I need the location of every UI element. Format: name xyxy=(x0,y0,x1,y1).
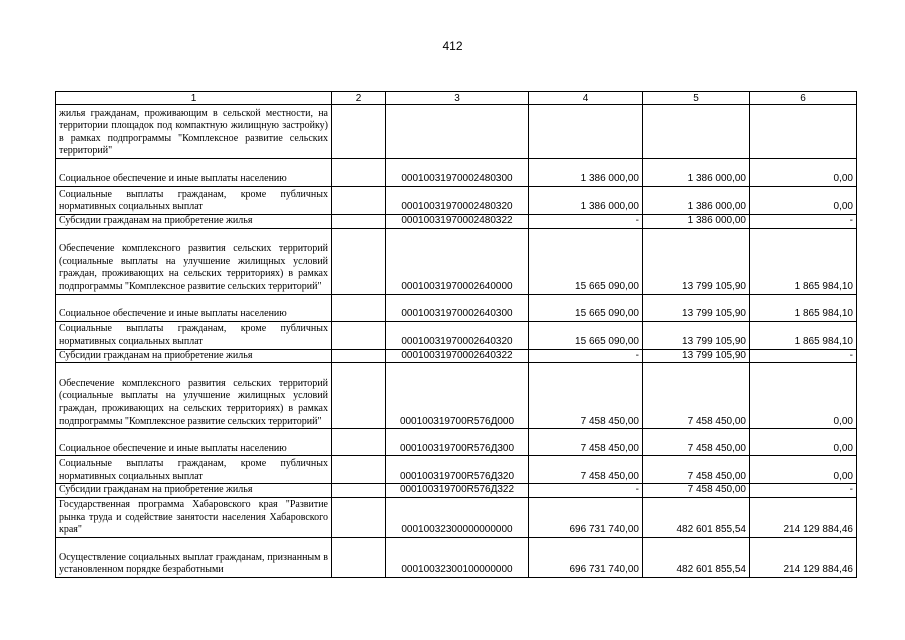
header-col-2: 2 xyxy=(332,92,386,105)
row-code: 00010032300000000000 xyxy=(386,497,529,537)
row-value-col5 xyxy=(643,105,750,159)
row-value-col4: 15 665 090,00 xyxy=(529,228,643,294)
row-code: 000100319700R576Д322 xyxy=(386,484,529,498)
row-name: Государственная программа Хабаровского края "Развитие рынка труда и содействие занятости населения Хабаровского края" xyxy=(56,497,332,537)
row-value-col6 xyxy=(750,105,857,159)
row-code: 000100319700R576Д320 xyxy=(386,456,529,484)
page-number: 412 xyxy=(442,39,463,53)
row-value-col4: - xyxy=(529,484,643,498)
row-name: Обеспечение комплексного развития сельских территорий (социальные выплаты на улучшение жилищных условий граждан, проживающих на сельских территориях) в рамках подпрограммы "Комплексное развитие сельских территорий" xyxy=(56,363,332,429)
row-value-col4: - xyxy=(529,215,643,229)
row-value-col4 xyxy=(529,105,643,159)
row-code: 00010031970002480300 xyxy=(386,159,529,187)
budget-table xyxy=(55,91,857,578)
row-code: 00010032300100000000 xyxy=(386,537,529,577)
row-name: Осуществление социальных выплат гражданам, признанным в установленном порядке безработными xyxy=(56,537,332,577)
row-code: 00010031970002640000 xyxy=(386,228,529,294)
row-value-col5: 7 458 450,00 xyxy=(643,363,750,429)
row-value-col5: 7 458 450,00 xyxy=(643,484,750,498)
row-col2 xyxy=(332,294,386,321)
table-row xyxy=(56,215,857,229)
table-row xyxy=(56,105,857,159)
row-value-col4: 7 458 450,00 xyxy=(529,363,643,429)
row-value-col5: 1 386 000,00 xyxy=(643,215,750,229)
row-value-col6: 0,00 xyxy=(750,159,857,187)
row-col2 xyxy=(332,537,386,577)
row-code: 00010031970002640322 xyxy=(386,349,529,363)
row-value-col5: 482 601 855,54 xyxy=(643,537,750,577)
row-value-col6: 1 865 984,10 xyxy=(750,321,857,349)
table-row xyxy=(56,228,857,294)
row-name: Субсидии гражданам на приобретение жилья xyxy=(56,484,332,498)
header-col-6: 6 xyxy=(750,92,857,105)
row-col2 xyxy=(332,484,386,498)
row-code: 000100319700R576Д300 xyxy=(386,429,529,456)
row-name: Социальное обеспечение и иные выплаты населению xyxy=(56,159,332,187)
row-name: Социальные выплаты гражданам, кроме публичных нормативных социальных выплат xyxy=(56,187,332,215)
row-value-col5: 13 799 105,90 xyxy=(643,228,750,294)
table-row xyxy=(56,456,857,484)
row-col2 xyxy=(332,363,386,429)
table-row xyxy=(56,429,857,456)
row-value-col6: 0,00 xyxy=(750,456,857,484)
row-value-col6: 1 865 984,10 xyxy=(750,294,857,321)
row-code: 000100319700R576Д000 xyxy=(386,363,529,429)
row-col2 xyxy=(332,349,386,363)
table-row xyxy=(56,187,857,215)
table-row xyxy=(56,159,857,187)
row-value-col4: 7 458 450,00 xyxy=(529,456,643,484)
row-value-col5: 1 386 000,00 xyxy=(643,159,750,187)
row-value-col5: 7 458 450,00 xyxy=(643,456,750,484)
row-code: 00010031970002640320 xyxy=(386,321,529,349)
row-name: Субсидии гражданам на приобретение жилья xyxy=(56,215,332,229)
row-col2 xyxy=(332,321,386,349)
row-value-col6: 0,00 xyxy=(750,363,857,429)
table-row xyxy=(56,321,857,349)
row-value-col6: 214 129 884,46 xyxy=(750,497,857,537)
row-name: Социальное обеспечение и иные выплаты населению xyxy=(56,429,332,456)
row-code: 00010031970002640300 xyxy=(386,294,529,321)
row-value-col4: 1 386 000,00 xyxy=(529,159,643,187)
row-value-col4: 696 731 740,00 xyxy=(529,497,643,537)
row-value-col6: - xyxy=(750,215,857,229)
row-name: Социальные выплаты гражданам, кроме публичных нормативных социальных выплат xyxy=(56,456,332,484)
table-row xyxy=(56,363,857,429)
row-value-col4: 15 665 090,00 xyxy=(529,321,643,349)
row-value-col4: 15 665 090,00 xyxy=(529,294,643,321)
row-col2 xyxy=(332,215,386,229)
row-value-col6: 1 865 984,10 xyxy=(750,228,857,294)
header-col-3: 3 xyxy=(386,92,529,105)
row-name: жилья гражданам, проживающим в сельской местности, на территории площадок под компактную жилищную застройку) в рамках подпрограммы "Комплексное развитие сельских территорий" xyxy=(56,105,332,159)
table-row xyxy=(56,484,857,498)
row-value-col5: 13 799 105,90 xyxy=(643,321,750,349)
header-col-1: 1 xyxy=(56,92,332,105)
row-value-col5: 13 799 105,90 xyxy=(643,349,750,363)
table-row xyxy=(56,294,857,321)
row-value-col5: 482 601 855,54 xyxy=(643,497,750,537)
row-code: 00010031970002480322 xyxy=(386,215,529,229)
row-value-col4: 7 458 450,00 xyxy=(529,429,643,456)
header-col-5: 5 xyxy=(643,92,750,105)
row-col2 xyxy=(332,497,386,537)
row-col2 xyxy=(332,105,386,159)
row-name: Субсидии гражданам на приобретение жилья xyxy=(56,349,332,363)
table-row xyxy=(56,537,857,577)
row-name: Обеспечение комплексного развития сельских территорий (социальные выплаты на улучшение жилищных условий граждан, проживающих на сельских территориях) в рамках подпрограммы "Комплексное развитие сельских территорий" xyxy=(56,228,332,294)
row-col2 xyxy=(332,429,386,456)
row-col2 xyxy=(332,159,386,187)
row-value-col6: 214 129 884,46 xyxy=(750,537,857,577)
row-code: 00010031970002480320 xyxy=(386,187,529,215)
row-value-col5: 1 386 000,00 xyxy=(643,187,750,215)
row-value-col6: - xyxy=(750,484,857,498)
row-value-col4: 696 731 740,00 xyxy=(529,537,643,577)
row-col2 xyxy=(332,228,386,294)
row-value-col5: 7 458 450,00 xyxy=(643,429,750,456)
row-value-col6: - xyxy=(750,349,857,363)
row-code xyxy=(386,105,529,159)
table-row xyxy=(56,497,857,537)
row-value-col6: 0,00 xyxy=(750,187,857,215)
row-col2 xyxy=(332,456,386,484)
table-row xyxy=(56,349,857,363)
row-value-col4: 1 386 000,00 xyxy=(529,187,643,215)
row-name: Социальные выплаты гражданам, кроме публичных нормативных социальных выплат xyxy=(56,321,332,349)
row-value-col6: 0,00 xyxy=(750,429,857,456)
header-row xyxy=(56,92,857,105)
row-name: Социальное обеспечение и иные выплаты населению xyxy=(56,294,332,321)
row-value-col5: 13 799 105,90 xyxy=(643,294,750,321)
row-col2 xyxy=(332,187,386,215)
header-col-4: 4 xyxy=(529,92,643,105)
row-value-col4: - xyxy=(529,349,643,363)
